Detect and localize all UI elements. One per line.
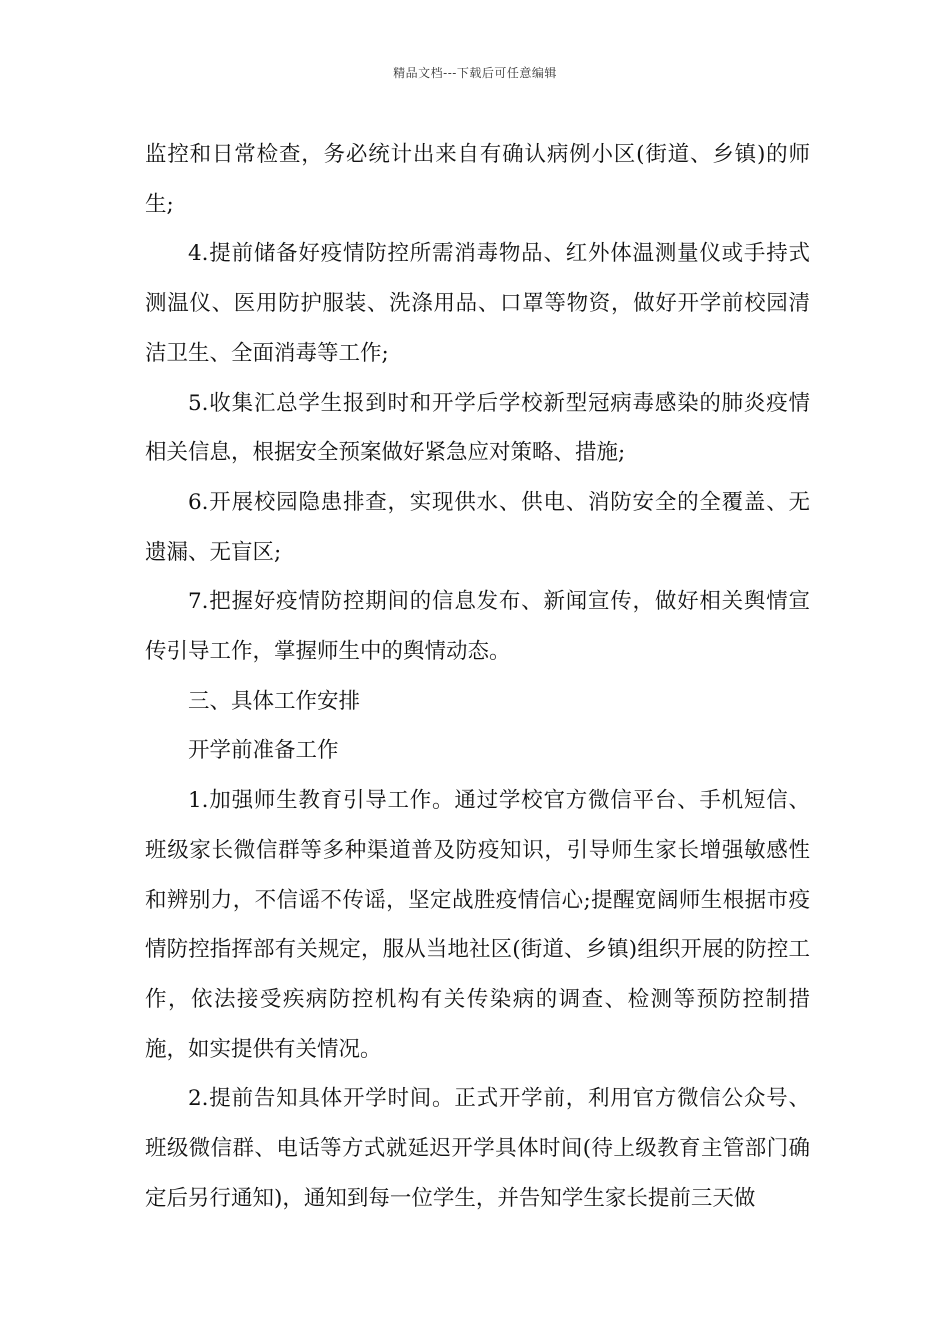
- paragraph-item-6: 6.开展校园隐患排查，实现供水、供电、消防安全的全覆盖、无遗漏、无盲区;: [145, 489, 810, 565]
- paragraph-continuation: 监控和日常检查，务必统计出来自有确认病例小区(街道、乡镇)的师生;: [145, 142, 810, 217]
- paragraph-item-1: 1.加强师生教育引导工作。通过学校官方微信平台、手机短信、班级家长微信群等多种渠道普及防疫知识，引导师生家长增强敏感性和辨别力，不信谣不传谣，坚定战胜疫情信心;提醒宽阔师生根据市疫情防控指挥部有关规定，服从当地社区(街道、乡镇)组织开展的防控工作，依法接受疾病防控机构有关传染病的调查、检测等预防控制措施，如实提供有关情况。: [145, 788, 810, 1062]
- subsection-heading: 开学前准备工作: [188, 738, 339, 764]
- document-body: [145, 130, 810, 1223]
- paragraph-item-7: 7.把握好疫情防控期间的信息发布、新闻宣传，做好相关舆情宣传引导工作，掌握师生中的舆情动态。: [145, 589, 810, 665]
- paragraph-item-5: 5.收集汇总学生报到时和开学后学校新型冠病毒感染的肺炎疫情相关信息，根据安全预案做好紧急应对策略、措施;: [145, 390, 810, 466]
- section-heading: 三、具体工作安排: [188, 688, 361, 714]
- paragraph-item-4: 4.提前储备好疫情防控所需消毒物品、红外体温测量仪或手持式测温仪、医用防护服装、洗涤用品、口罩等物资，做好开学前校园清洁卫生、全面消毒等工作;: [145, 241, 810, 366]
- page-header: 精品文档---下载后可任意编辑: [393, 66, 557, 80]
- paragraph-item-2: 2.提前告知具体开学时间。正式开学前，利用官方微信公众号、班级微信群、电话等方式就延迟开学具体时间(待上级教育主管部门确定后另行通知)，通知到每一位学生，并告知学生家长提前三天做: [145, 1086, 810, 1211]
